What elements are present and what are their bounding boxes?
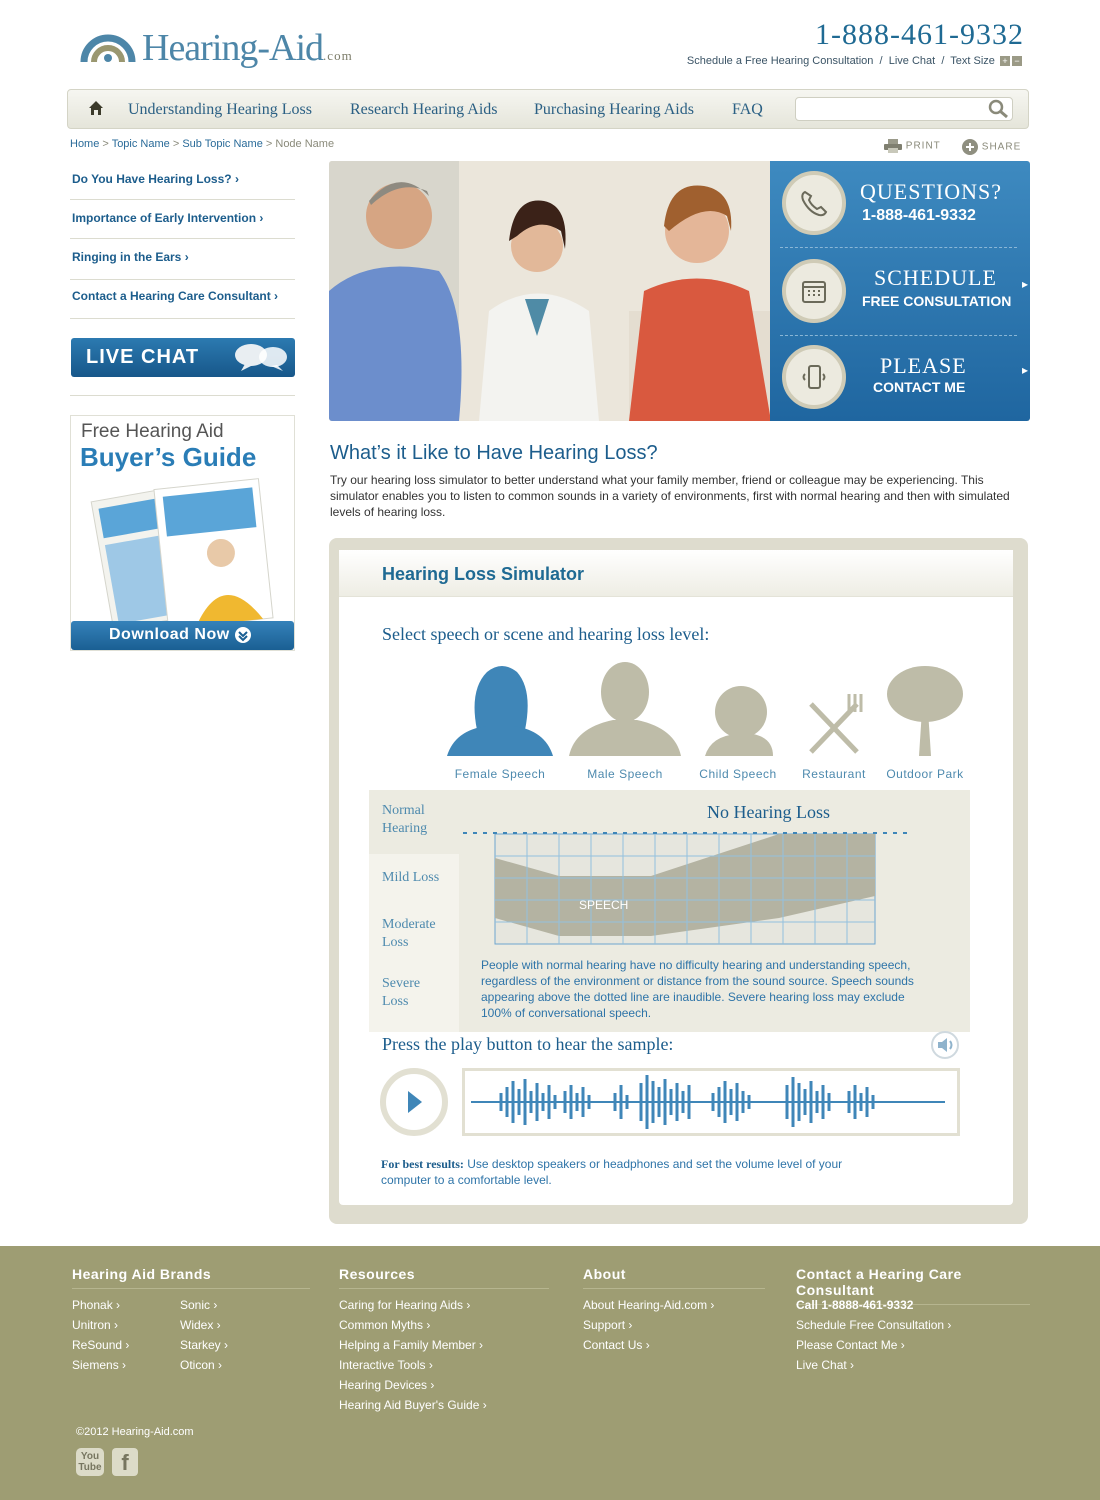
breadcrumb-subtopic[interactable]: Sub Topic Name [182, 138, 263, 150]
nav-research-hearing-aids[interactable]: Research Hearing Aids [350, 101, 498, 118]
sidebar-link-contact-consultant[interactable] [70, 280, 295, 319]
footer-link-label: Helping a Family Member [339, 1338, 476, 1352]
simulator-title: Hearing Loss Simulator [382, 564, 585, 584]
footer-link-label: Sonic [180, 1298, 211, 1312]
option-restaurant[interactable] [799, 660, 869, 781]
nav-faq[interactable]: FAQ [732, 101, 763, 118]
hero-photo [329, 161, 771, 421]
text-size-decrease-button[interactable]: − [1012, 56, 1022, 66]
footer-about-link[interactable]: Support › [583, 1318, 633, 1332]
chevron-right-icon: › [259, 211, 264, 225]
nav-understanding-hearing-loss[interactable]: Understanding Hearing Loss [128, 101, 312, 118]
download-now-button[interactable] [71, 621, 294, 650]
page-title: What’s it Like to Have Hearing Loss? [330, 442, 658, 464]
text-size-increase-button[interactable]: + [1000, 56, 1010, 66]
footer-link-label: Common Myths [339, 1318, 424, 1332]
logo-suffix: .com [323, 48, 353, 63]
footer-link-label: Siemens [72, 1358, 119, 1372]
footer-link-label: Starkey [180, 1338, 221, 1352]
questions-title: QUESTIONS? [860, 179, 1002, 204]
volume-icon[interactable] [930, 1030, 960, 1065]
contact-options-panel [770, 161, 1030, 421]
facebook-label: f [121, 1450, 129, 1475]
footer-link-label: Please Contact Me [796, 1338, 898, 1352]
hearing-level-panel [369, 790, 970, 1032]
footer-link-label: Hearing Devices [339, 1378, 428, 1392]
option-child-speech[interactable] [697, 660, 779, 781]
contact-sub: CONTACT ME [873, 379, 966, 395]
logo[interactable] [142, 26, 353, 70]
breadcrumb-topic[interactable]: Topic Name [111, 138, 170, 150]
footer-about-link[interactable]: Contact Us › [583, 1338, 650, 1352]
sidebar-link-label: Contact a Hearing Care Consultant [72, 289, 271, 303]
footer-link-label: Phonak [72, 1298, 113, 1312]
schedule-link[interactable]: Schedule a Free Hearing Consultation [686, 55, 874, 67]
footer-resource-link[interactable]: Hearing Devices › [339, 1378, 435, 1392]
footer-link-label: Unitron [72, 1318, 111, 1332]
intro-text: Try our hearing loss simulator to better understand what your family member, friend or colleague may be experiencing. This simulator enables you to listen to common sounds in a variety of environments, first with normal hearing and then with simulated levels of hearing loss. [330, 473, 1010, 519]
footer-link-label: Contact Us [583, 1338, 643, 1352]
simulator-header [339, 550, 1013, 597]
print-button[interactable] [884, 139, 941, 153]
sidebar-link-ringing-in-ears[interactable] [70, 239, 295, 280]
print-label: PRINT [905, 140, 941, 152]
schedule-title: SCHEDULE [874, 265, 997, 290]
chevron-right-icon: › [184, 250, 189, 264]
level-mild-loss[interactable]: Mild Loss [382, 870, 440, 885]
text-size-label: Text Size [950, 55, 995, 67]
fork-knife-icon [799, 660, 869, 756]
hearing-loss-simulator [329, 538, 1028, 1224]
chevron-right-icon: › [234, 172, 239, 186]
search-input[interactable] [795, 97, 1013, 121]
footer-about-link[interactable]: About Hearing-Aid.com › [583, 1298, 715, 1312]
level-moderate-loss[interactable]: Moderate Loss [382, 917, 436, 950]
speech-chart-panel [459, 790, 970, 1032]
youtube-label: You Tube [78, 1451, 102, 1473]
print-icon [884, 139, 902, 153]
male-silhouette-icon [569, 660, 681, 756]
play-prompt: Press the play button to hear the sample: [382, 1034, 674, 1054]
sidebar-link-label: Ringing in the Ears [72, 250, 182, 264]
option-label: Outdoor Park [886, 767, 964, 781]
footer-brand-siemens[interactable]: Siemens › [72, 1358, 127, 1372]
live-chat-button[interactable] [71, 338, 295, 377]
copyright: ©2012 Hearing-Aid.com [76, 1426, 194, 1438]
footer-link-label: Caring for Hearing Aids [339, 1298, 464, 1312]
breadcrumb-home[interactable]: Home [70, 138, 100, 150]
footer-brand-sonic[interactable]: Sonic › [180, 1298, 218, 1312]
questions-phone: 1-888-461-9332 [862, 207, 976, 224]
audio-waveform[interactable] [462, 1068, 960, 1136]
footer-about-title: About [583, 1266, 765, 1289]
footer-resource-link[interactable]: Hearing Aid Buyer's Guide › [339, 1398, 487, 1412]
schedule-sub: FREE CONSULTATION [862, 293, 1012, 309]
footer-resources-title: Resources [339, 1266, 549, 1289]
sidebar-link-label: Importance of Early Intervention [72, 211, 257, 225]
contact-title: PLEASE [880, 353, 967, 378]
footer-call-number: Call 1-8888-461-9332 [796, 1298, 914, 1312]
logo-icon[interactable] [80, 28, 136, 67]
level-severe-loss[interactable]: Severe Loss [382, 976, 421, 1009]
footer-resource-link[interactable]: Caring for Hearing Aids › [339, 1298, 471, 1312]
footer-link-label: Hearing Aid Buyer's Guide [339, 1398, 480, 1412]
mobile-phone-icon [782, 345, 846, 409]
please-contact-me-row[interactable] [770, 335, 1030, 421]
header-links: Schedule a Free Hearing Consultation / Live Chat / Text Size + − [687, 55, 1022, 67]
speech-label: SPEECH [579, 898, 629, 912]
share-label: SHARE [981, 141, 1022, 153]
guide-line1: Free Hearing Aid [81, 421, 224, 442]
home-icon[interactable] [88, 100, 104, 121]
guide-line2: Buyer’s Guide [80, 442, 257, 472]
option-outdoor-park[interactable] [879, 660, 971, 781]
chevron-right-icon: ▸ [1021, 363, 1028, 377]
footer-link-label: Oticon [180, 1358, 215, 1372]
chat-bubbles-icon [231, 342, 291, 372]
level-normal-hearing[interactable]: Normal Hearing [382, 803, 428, 836]
footer-brand-widex[interactable]: Widex › [180, 1318, 221, 1332]
sidebar-divider [70, 395, 295, 396]
phone-icon [782, 171, 846, 235]
breadcrumb: Home > Topic Name > Sub Topic Name > Node Name [70, 138, 335, 150]
select-prompt: Select speech or scene and hearing loss level: [382, 624, 710, 644]
best-results-text: Use desktop speakers or headphones and set the volume level of your computer to a comfortable level. [381, 1157, 843, 1187]
footer-contact-link[interactable]: Live Chat › [796, 1358, 855, 1372]
live-chat-link[interactable]: Live Chat [888, 55, 936, 67]
option-female-speech[interactable] [447, 660, 553, 781]
youtube-icon[interactable] [76, 1448, 104, 1476]
share-icon [962, 139, 978, 155]
simulator-panel [339, 550, 1013, 1205]
footer-brand-resound[interactable]: ReSound › [72, 1338, 130, 1352]
footer-link-label: Schedule Free Consultation [796, 1318, 945, 1332]
search-icon[interactable] [987, 99, 1009, 124]
header-phone: 1-888-461-9332 [815, 18, 1024, 51]
level-description: People with normal hearing have no difficulty hearing and understanding speech, regardless of the environment or distance from the sound source. Speech sounds appearing above the dotted line are inaudible. Severe hearing loss may exclude 100% of conversational speech. [481, 958, 914, 1020]
footer-link-label: Live Chat [796, 1358, 847, 1372]
live-chat-label: LIVE CHAT [86, 346, 200, 368]
chevron-right-icon: › [274, 289, 279, 303]
footer-link-label: ReSound [72, 1338, 123, 1352]
footer-link-label: About Hearing-Aid.com [583, 1298, 708, 1312]
hero-banner [329, 161, 1030, 421]
share-button[interactable] [962, 139, 1021, 155]
footer-resource-link[interactable]: Common Myths › [339, 1318, 431, 1332]
sidebar-link-label: Do You Have Hearing Loss? [72, 172, 232, 186]
footer-resource-link[interactable]: Helping a Family Member › [339, 1338, 484, 1352]
footer-link-label: Support [583, 1318, 626, 1332]
facebook-icon[interactable] [112, 1448, 138, 1476]
download-now-label: Download Now [109, 626, 230, 643]
play-icon [404, 1089, 424, 1115]
option-label: Female Speech [454, 767, 546, 781]
sidebar-link-do-you-have-hearing-loss[interactable] [70, 161, 295, 200]
waveform-graphic [465, 1071, 957, 1133]
footer-contact-link[interactable]: Please Contact Me › [796, 1338, 905, 1352]
footer [0, 1246, 1100, 1500]
footer-brand-phonak[interactable]: Phonak › [72, 1298, 121, 1312]
footer-contact-link[interactable]: Schedule Free Consultation › [796, 1318, 952, 1332]
option-label: Child Speech [699, 767, 777, 781]
questions-call-row[interactable] [770, 161, 1030, 247]
breadcrumb-current: Node Name [275, 138, 335, 150]
footer-contact-title: Contact a Hearing Care Consultant [796, 1266, 1030, 1305]
option-label: Restaurant [802, 767, 866, 781]
download-arrow-icon [234, 626, 252, 644]
chart-title: No Hearing Loss [707, 802, 830, 822]
child-silhouette-icon [697, 660, 779, 756]
footer-brand-unitron[interactable]: Unitron › [72, 1318, 119, 1332]
option-male-speech[interactable] [569, 660, 681, 781]
footer-brand-starkey[interactable]: Starkey › [180, 1338, 229, 1352]
main-nav [67, 89, 1029, 129]
best-results-note [381, 1156, 881, 1188]
footer-brand-oticon[interactable]: Oticon › [180, 1358, 223, 1372]
footer-resource-link[interactable]: Interactive Tools › [339, 1358, 433, 1372]
footer-link-label: Interactive Tools [339, 1358, 426, 1372]
best-results-label: For best results: [381, 1157, 464, 1171]
play-button[interactable] [380, 1068, 448, 1136]
logo-text: Hearing-Aid [142, 27, 324, 69]
female-silhouette-icon [447, 660, 553, 756]
buyers-guide-promo[interactable] [70, 415, 295, 651]
tree-icon [879, 660, 971, 756]
buyers-guide-booklet-image [71, 474, 295, 634]
panel-divider [780, 247, 1017, 248]
nav-purchasing-hearing-aids[interactable]: Purchasing Hearing Aids [534, 101, 694, 118]
footer-brands-title: Hearing Aid Brands [72, 1266, 310, 1289]
calendar-icon [782, 259, 846, 323]
schedule-consultation-row[interactable] [770, 249, 1030, 335]
sidebar-link-early-intervention[interactable] [70, 200, 295, 239]
chevron-right-icon: ▸ [1021, 277, 1028, 291]
option-label: Male Speech [587, 767, 663, 781]
footer-link-label: Widex [180, 1318, 214, 1332]
